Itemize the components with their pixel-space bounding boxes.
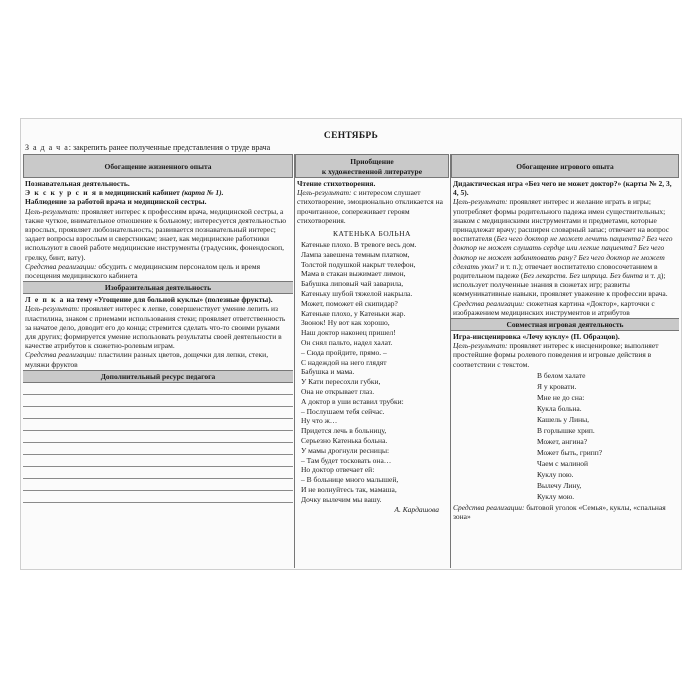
poem-line: В белом халате (537, 370, 586, 380)
poem (295, 240, 449, 505)
note-line (23, 383, 293, 395)
poem-line: Куклу мою. (537, 491, 575, 501)
column-heading: Приобщение к художественной литературе (295, 154, 449, 178)
observation-line: Наблюдение за работой врача и медицинской сестры. (25, 197, 207, 207)
poem-line: Серьезно Катенька больна. (301, 435, 388, 445)
modeling-section (23, 294, 293, 370)
game-experience-column (451, 154, 679, 568)
poem (451, 370, 679, 502)
poem-line: Катеньку шубой тяжелой накрыла. (301, 289, 413, 298)
didactic-section (451, 178, 679, 318)
poem-line: Может быть, грипп? (537, 447, 603, 457)
note-line (23, 491, 293, 503)
extra-resource-heading: Дополнительный ресурс педагога (23, 370, 293, 383)
poem-line: Наш доктор наконец пришел! (301, 328, 396, 338)
poem-line: Ну что ж… (301, 416, 338, 426)
poem-line: И не волнуйтесь так, мамаша, (301, 484, 397, 494)
poem-line: С надеждой на него глядят (301, 357, 387, 367)
note-line (23, 455, 293, 467)
goal-paragraph: Цель-результат: проявляет интерес к инсценировке; выполняет простейшие формы ролевого поведения и игровые действия в соответствии с текстом. (453, 341, 659, 369)
section-title: Познавательная деятельность. (25, 179, 130, 188)
poem-line: Может, поможет ей скипидар? (301, 298, 398, 308)
modeling-title: Л е п к а на тему «Угощение для больной куклы» (полезные фрукты). (25, 295, 273, 305)
poem-line: Чаем с малиной (537, 458, 588, 468)
excursion-line: Э к с к у р с и я в медицинский кабинет (карта № 1). (25, 188, 224, 198)
poem-line: – Сюда пройдите, прямо. – (301, 347, 387, 357)
poem-line: Бабушка липовый чай заварила, (301, 279, 404, 289)
poem-line: Звонок! Ну вот как хорошо, (301, 318, 390, 328)
poem-line: – В больнице много малышей, (301, 475, 399, 485)
note-line (23, 479, 293, 491)
poem-line: У Кати пересохли губки, (301, 377, 381, 387)
note-line (23, 395, 293, 407)
note-line (23, 407, 293, 419)
poem-line: Кукла больна. (537, 403, 582, 413)
poem-line: Она не открывает глаз. (301, 386, 375, 396)
poem-line: Придется лечь в больницу, (301, 426, 387, 436)
poem-line: А доктор в уши вставил трубки: (301, 396, 404, 406)
task-text: : закрепить ранее полученные представления о труде врача (68, 143, 271, 152)
task-line (25, 143, 677, 152)
staging-title: Игра-инсценировка «Лечу куклу» (П. Образцов). (453, 332, 620, 342)
poem-line: Мама в стакан выжимает лимон, (301, 269, 406, 279)
note-line (23, 431, 293, 443)
joint-game-heading: Совместная игровая деятельность (451, 318, 679, 331)
poem-line: Вылечу Лину, (537, 480, 582, 490)
goal-paragraph: Цель-результат: проявляет интерес к профессиям врача, медицинской сестры, а также чуткое, внимательное отношение к больному; интересуется деятельностью взрослых, проявляет любознательность; развивается познавательный интерес; задает вопросы взрослым и сверстникам; знает, как медицинские работники используют в своей работе медицинские инструменты (градусник, фонендоскоп, грелку, бинт, вату). (25, 206, 287, 262)
poem-line: Я у кровати. (537, 381, 577, 391)
didactic-title: Дидактическая игра «Без чего не может доктор?» (карты № 2, 3, 4, 5). (453, 179, 672, 198)
art-heading: Изобразительная деятельность (23, 281, 293, 294)
goal-paragraph: Цель-результат: с интересом слушает стихотворение, эмоционально откликается на прочитанное, сопереживает героям стихотворения. (297, 188, 443, 225)
literature-column (295, 154, 449, 568)
reading-title: Чтение стихотворения. (297, 179, 376, 188)
plan-sheet (20, 118, 682, 570)
poem-line: Катеньке плохо, у Катеньки жар. (301, 308, 406, 318)
task-label: З а д а ч а (25, 143, 69, 152)
note-line (23, 419, 293, 431)
staging-section (451, 331, 679, 370)
goal-paragraph: Цель-результат: проявляет интерес и желание играть в игры; употребляет формы родительного падежа имен существительных; знаком с медицинскими инструментами и предметами, которые принадлежат врачу; расширен словарный запас; отвечает на вопрос воспитателя (Без чего доктор не может лечить пациента? Без чего доктор не может слушать сердце или легкие пациента? Без чего доктор не может забинтовать рану? Без чего доктор не может сделать укол? и т. п.); отвечает воспитателю словосочетанием в родительном падеже (Без лекарств. Без шприца. Без бинта и т. д); использует полученные знания в сюжетах игр; развиты коммуникативные навыки, проявляет уважение к профессии врача. (453, 197, 673, 299)
column-heading: Обогащение жизненного опыта (23, 154, 293, 178)
column-heading: Обогащение игрового опыта (451, 154, 679, 178)
cognitive-section (23, 178, 293, 281)
poem-author: А. Кардашова (394, 504, 439, 514)
poem-line: Куклу пою. (537, 469, 574, 479)
poem-title: КАТЕНЬКА БОЛЬНА (333, 229, 411, 239)
poem-line: Бабушка и мама. (301, 367, 355, 377)
poem-line: Толстой подушкой накрыт телефон, (301, 259, 416, 269)
poem-line: Может, ангина? (537, 436, 588, 446)
poem-line: В горлышке хрип. (537, 425, 595, 435)
poem-line: – Там будет тосковать она… (301, 455, 392, 465)
means-paragraph: Средства реализации: пластилин разных цветов, дощечки для лепки, стеки, муляжи фруктов (25, 350, 269, 369)
poem-line: Но доктор отвечает ей: (301, 465, 375, 475)
means-paragraph: Средства реализации: сюжетная картина «Доктор», карточки с изображением медицинских инструментов и атрибутов (453, 298, 655, 317)
reading-section (295, 178, 449, 226)
poem-line: Лампа завешена темным платком, (301, 249, 410, 259)
poem-line: Он снял пальто, надел халат. (301, 337, 393, 347)
means-paragraph: Средства реализации: обсудить с медицинским персоналом цель и время посещения медицинского кабинета (25, 261, 261, 281)
note-line (23, 443, 293, 455)
ruled-lines (23, 383, 293, 503)
month-title: СЕНТЯБРЬ (323, 131, 379, 141)
life-experience-column (23, 154, 293, 568)
poem-line: Катеньке плохо. В тревоге весь дом. (301, 240, 417, 250)
poem-line: У мамы дрогнули ресницы: (301, 445, 390, 455)
goal-paragraph: Цель-результат: проявляет интерес к лепке, совершенствует умение лепить из пластилина, знаком с приемами использования стеки; проявляет ответственность за начатое дело, доводит его до конца; стремится сделать что-то своими руками для других; формируется умение использовать результаты своей деятельности в качестве атрибутов к сюжетно-ролевым играм. (25, 304, 286, 351)
poem-line: – Послушаем тебя сейчас. (301, 406, 385, 416)
means-paragraph: Средства реализации: бытовой уголок «Семья», куклы, «спальная зона» (453, 502, 666, 522)
note-line (23, 467, 293, 479)
poem-line: Дочку вылечим мы вашу. (301, 494, 382, 504)
poem-line: Мне не до сна: (537, 392, 585, 402)
poem-line: Кашель у Лины, (537, 414, 590, 424)
